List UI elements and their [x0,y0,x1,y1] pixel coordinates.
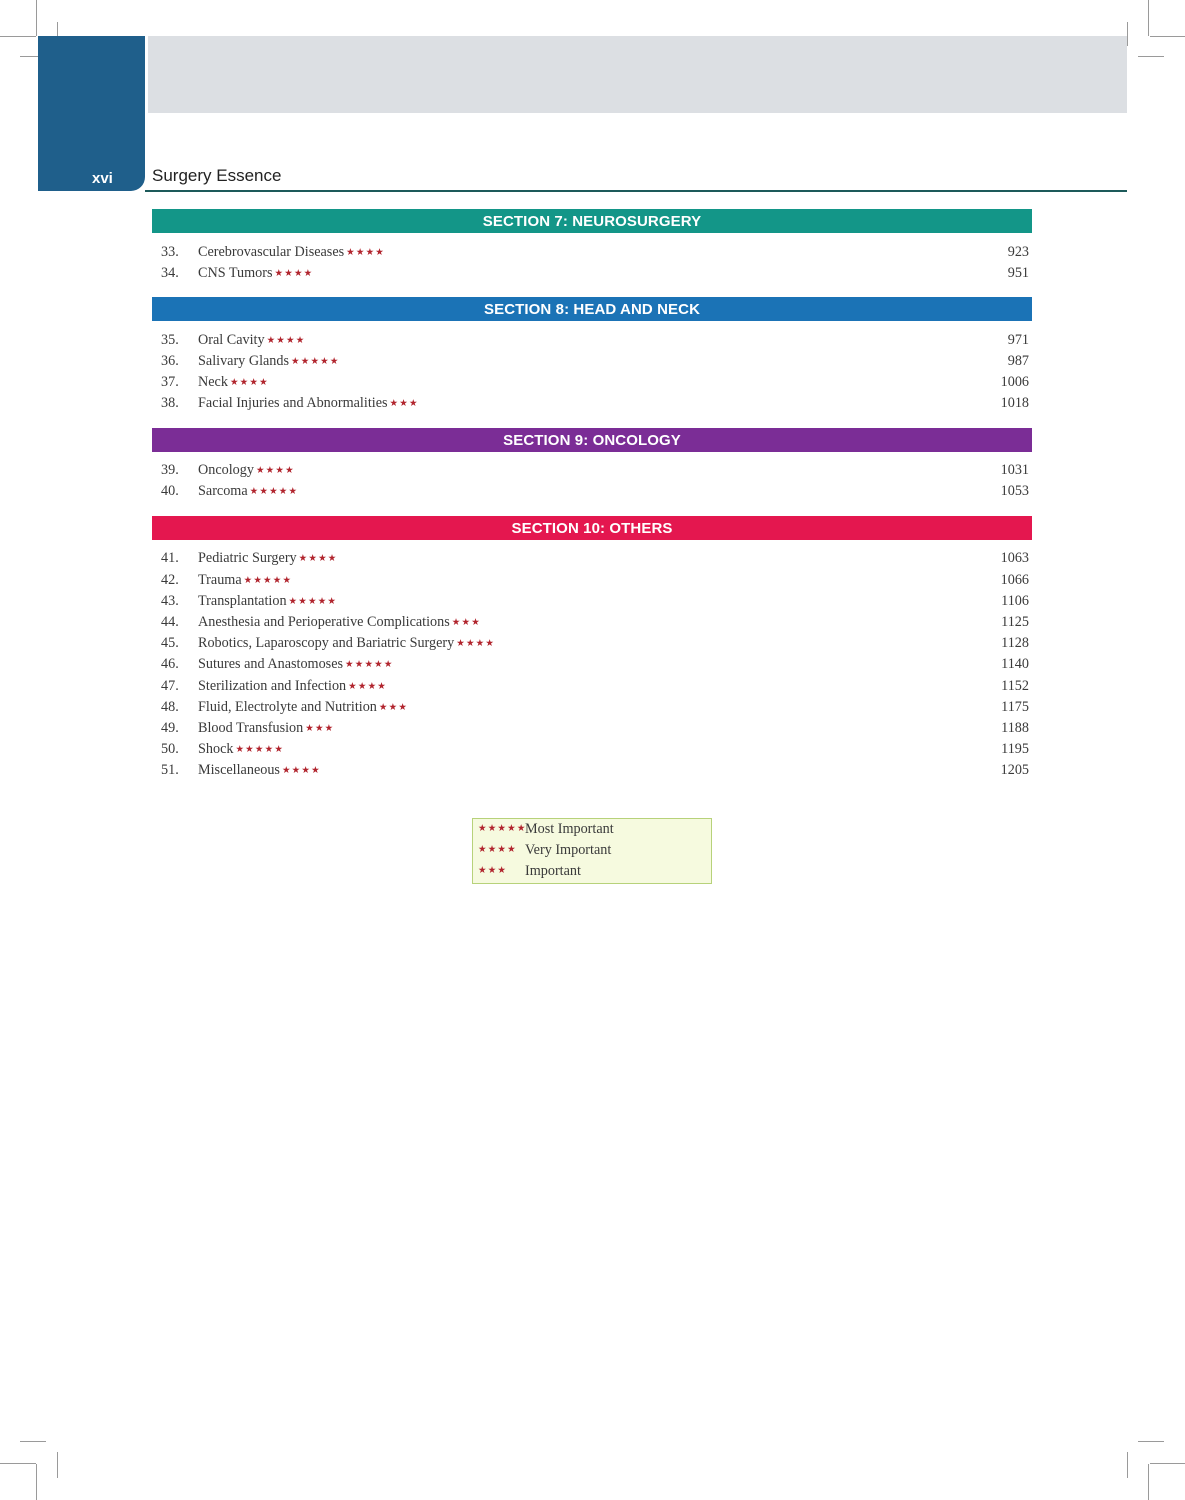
crop-mark [1138,56,1164,57]
chapter-title-wrap [198,548,338,571]
chapter-title: Facial Injuries and Abnormalities [198,395,388,411]
importance-stars: ★★★★ [456,639,496,649]
chapter-number: 47. [161,678,179,694]
chapter-title: Miscellaneous [198,762,280,778]
chapter-number: 43. [161,593,179,609]
chapter-number: 44. [161,614,179,630]
crop-mark [1127,1452,1128,1478]
crop-mark [1148,0,1149,36]
chapter-title-wrap [198,591,337,614]
toc-entry[interactable] [161,481,1029,502]
chapter-title-wrap [198,393,419,416]
legend-label: Very Important [525,842,612,858]
importance-legend [472,818,712,884]
importance-stars: ★★★★★ [291,357,340,367]
toc-entry[interactable] [161,351,1029,372]
chapter-number: 41. [161,550,179,566]
chapter-number: 46. [161,656,179,672]
importance-stars: ★★★★ [281,766,321,776]
chapter-page: 987 [1007,353,1029,369]
chapter-number: 45. [161,635,179,651]
chapter-title-wrap [198,263,313,286]
chapter-title: Oral Cavity [198,332,265,348]
toc-entry[interactable] [161,654,1029,675]
chapter-title: Anesthesia and Perioperative Complications [198,614,450,630]
chapter-title: Cerebrovascular Diseases [198,244,345,260]
legend-stars: ★★★★ [478,845,517,855]
chapter-title: Salivary Glands [198,353,290,369]
page-tab [38,36,145,191]
chapter-title-wrap [198,330,305,353]
chapter-title-wrap [198,351,340,374]
chapter-title-wrap [198,481,298,504]
toc-entry[interactable] [161,760,1029,781]
toc-entry[interactable] [161,697,1029,718]
chapter-title-wrap [198,676,387,699]
toc-entry[interactable] [161,633,1029,654]
chapter-title: Transplantation [198,593,287,609]
chapter-page: 951 [1007,265,1029,281]
chapter-page: 1031 [1000,462,1029,478]
importance-stars: ★★★★ [266,336,306,346]
chapter-page: 1188 [1001,720,1029,736]
chapter-title: Sutures and Anastomoses [198,656,344,672]
chapter-number: 51. [161,762,179,778]
legend-label: Most Important [525,821,614,837]
crop-mark [0,36,36,37]
crop-mark [0,1463,36,1464]
header-band [148,36,1127,113]
chapter-title-wrap [198,460,295,483]
chapter-page: 1053 [1000,483,1029,499]
chapter-number: 33. [161,244,179,260]
chapter-title-wrap [198,760,321,783]
crop-mark [1148,1464,1149,1500]
importance-stars: ★★★★ [274,269,314,279]
chapter-title: Oncology [198,462,254,478]
chapter-number: 38. [161,395,179,411]
chapter-title-wrap [198,633,495,656]
crop-mark [20,1441,46,1442]
legend-stars: ★★★ [478,866,508,876]
importance-stars: ★★★★ [346,248,386,258]
chapter-page: 1128 [1001,635,1029,651]
toc-entry[interactable] [161,372,1029,393]
toc-entry[interactable] [161,570,1029,591]
importance-stars: ★★★★★ [235,745,285,755]
toc-entry[interactable] [161,263,1029,284]
toc-entry[interactable] [161,676,1029,697]
chapter-title-wrap [198,612,481,635]
chapter-title-wrap [198,718,334,741]
chapter-title: Shock [198,741,234,757]
chapter-title: Sterilization and Infection [198,678,347,694]
chapter-page: 1125 [1001,614,1029,630]
chapter-page: 1018 [1000,395,1029,411]
crop-mark [1150,36,1185,37]
chapter-title: Sarcoma [198,483,248,499]
chapter-number: 48. [161,699,179,715]
chapter-title: Fluid, Electrolyte and Nutrition [198,699,377,715]
chapter-title: Robotics, Laparoscopy and Bariatric Surgery [198,635,455,651]
chapter-page: 1006 [1000,374,1029,390]
chapter-number: 36. [161,353,179,369]
chapter-number: 37. [161,374,179,390]
crop-mark [36,1464,37,1500]
section-heading: SECTION 7: NEUROSURGERY [152,209,1032,233]
chapter-number: 39. [161,462,179,478]
chapter-title-wrap [198,739,284,762]
importance-stars: ★★★★★ [288,597,338,607]
importance-stars: ★★★★★ [249,487,299,497]
chapter-page: 1066 [1000,572,1029,588]
chapter-title: Blood Transfusion [198,720,304,736]
chapter-title: Trauma [198,572,242,588]
chapter-page: 1106 [1001,593,1029,609]
toc-entry[interactable] [161,739,1029,760]
chapter-page: 1063 [1000,550,1029,566]
legend-label: Important [525,863,581,879]
legend-item [478,819,708,840]
chapter-page: 1152 [1001,678,1029,694]
importance-stars: ★★★★ [229,378,269,388]
chapter-title-wrap [198,570,292,593]
toc-entry[interactable] [161,330,1029,351]
chapter-number: 49. [161,720,179,736]
legend-stars: ★★★★★ [478,824,527,834]
chapter-number: 50. [161,741,179,757]
toc-entry[interactable] [161,242,1029,263]
crop-mark [1138,1441,1164,1442]
chapter-title: Pediatric Surgery [198,550,297,566]
chapter-page: 923 [1007,244,1029,260]
section-heading: SECTION 9: ONCOLOGY [152,428,1032,452]
chapter-title: CNS Tumors [198,265,273,281]
chapter-number: 40. [161,483,179,499]
chapter-title-wrap [198,697,408,720]
chapter-page: 1205 [1000,762,1029,778]
crop-mark [1127,22,1128,46]
importance-stars: ★★★ [378,703,409,713]
legend-item [478,861,708,882]
toc-entry[interactable] [161,548,1029,569]
chapter-page: 1140 [1001,656,1029,672]
toc-entry[interactable] [161,591,1029,612]
importance-stars: ★★★ [389,399,419,409]
section-heading: SECTION 10: OTHERS [152,516,1032,540]
page-number-label: xvi [92,170,113,187]
chapter-title-wrap [198,372,269,395]
chapter-number: 34. [161,265,179,281]
crop-mark [57,1452,58,1478]
importance-stars: ★★★★ [348,682,388,692]
importance-stars: ★★★★ [298,554,338,564]
chapter-page: 1195 [1001,741,1029,757]
importance-stars: ★★★ [451,618,481,628]
chapter-title-wrap [198,654,394,677]
importance-stars: ★★★ [305,724,335,734]
legend-item [478,840,708,861]
section-heading: SECTION 8: HEAD AND NECK [152,297,1032,321]
toc-entry[interactable] [161,460,1029,481]
header-rule [145,190,1127,192]
importance-stars: ★★★★★ [243,576,293,586]
chapter-title-wrap [198,242,385,265]
chapter-number: 42. [161,572,179,588]
importance-stars: ★★★★ [255,466,295,476]
importance-stars: ★★★★★ [345,660,394,670]
crop-mark [36,0,37,36]
toc-entry[interactable] [161,393,1029,414]
chapter-page: 1175 [1001,699,1029,715]
chapter-page: 971 [1007,332,1029,348]
book-title: Surgery Essence [152,166,282,185]
toc-entry[interactable] [161,612,1029,633]
chapter-number: 35. [161,332,179,348]
crop-mark [1150,1463,1185,1464]
toc-entry[interactable] [161,718,1029,739]
chapter-title: Neck [198,374,228,390]
